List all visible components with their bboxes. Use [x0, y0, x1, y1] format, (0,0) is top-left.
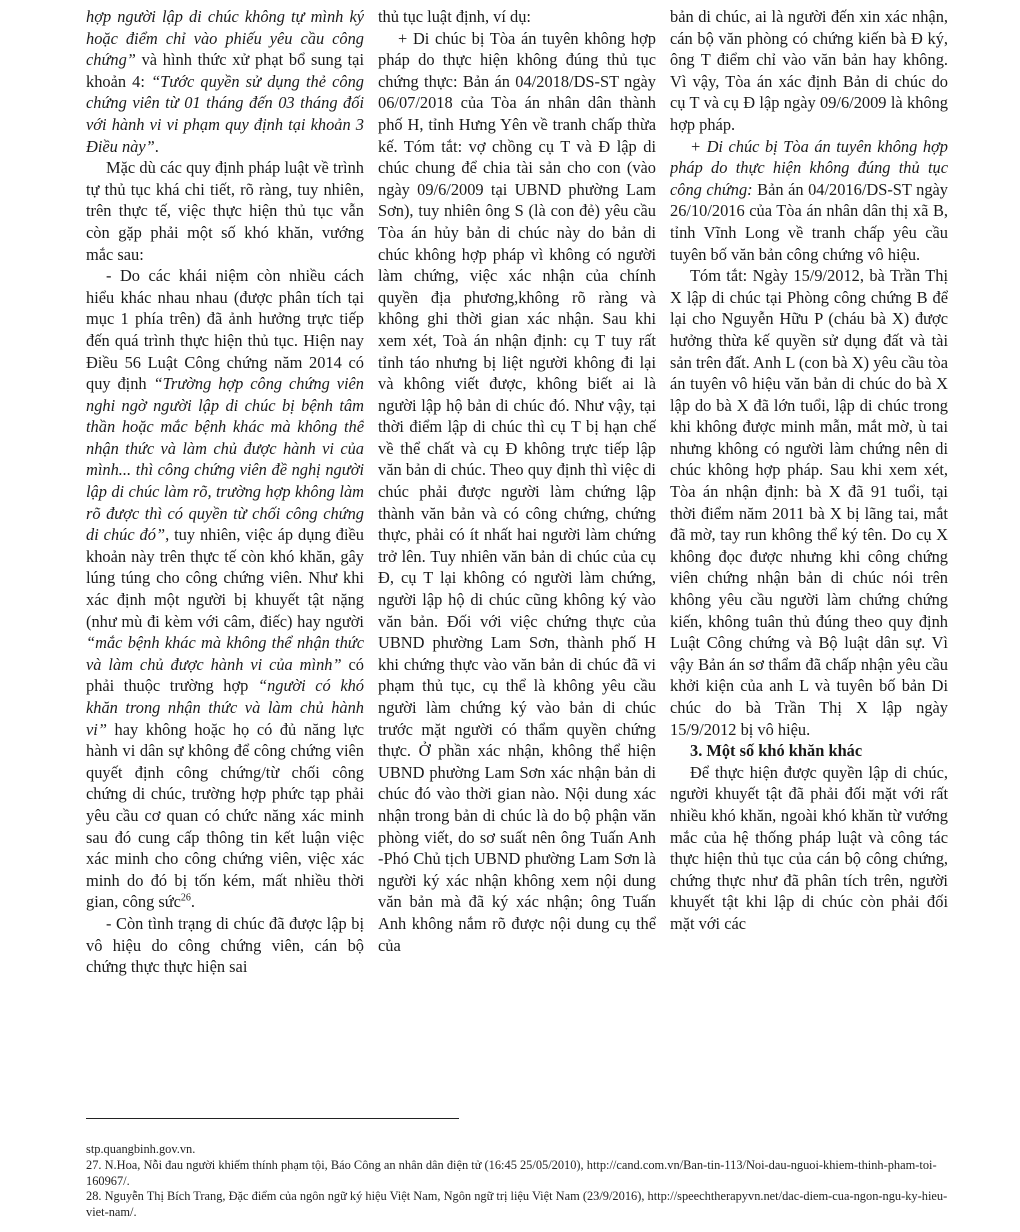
- section-heading: 3. Một số khó khăn khác: [690, 741, 863, 761]
- text-run: - Do các khái niệm còn nhiều cách hiểu khác nhau nhau (được phân tích tại mục 1 phía trên) đã ảnh hưởng trực tiếp đến quá trình thực hiện thủ tục. Hiện nay Điều 56 Luật Công chứng năm 2014 có quy định: [86, 266, 364, 394]
- text-run: , tuy nhiên, việc áp dụng điều khoản này trên thực tế còn khó khăn, gây lúng túng cho công chứng viên. Như khi xác định một người bị khuyết tật nặng (như mù đi kèm với câm, điếc) hay người: [86, 525, 364, 631]
- italic-quote: “Trường hợp công chứng viên nghi ngờ người lập di chúc bị bệnh tâm thần hoặc mắc bệnh khác mà không thể nhận thức và làm chủ được hành vi của mình... thì công chứng viên đề nghị người lập di chúc làm rõ, trường hợp không làm rõ được thì có quyền từ chối công chứng di chúc đó”: [86, 374, 364, 545]
- column-2: [378, 6, 656, 1088]
- footnote-ref: 26: [180, 892, 191, 904]
- footnote-continuation: stp.quangbinh.gov.vn.: [86, 1142, 196, 1156]
- paragraph: Tóm tắt: Ngày 15/9/2012, bà Trần Thị X lập di chúc tại Phòng công chứng B để lại cho Nguyễn Hữu P (cháu bà X) được hưởng thừa kế quyền sử dụng đất và tài sản trên đất. Anh L (con bà X) yêu cầu tòa án tuyên vô hiệu văn bản di chúc do bà X lập do bà X đã lớn tuổi, lập di chúc trong khi không được minh mẫn, mắt mờ, ù tai nhưng không có người làm chứng nên di chúc không hợp pháp. Sau khi xem xét, Tòa án nhận định: bà X đã 91 tuổi, tại thời điểm năm 2011 bà X bị lãng tai, mắt đã mờ, tay run không thể ký tên. Do cụ X không đọc được nhưng khi công chứng viên chứng nhận bản di chúc nói trên không yêu cầu người làm chứng chứng kiến, không tuân thủ đúng theo quy định Luật Công chứng và Bộ luật dân sự. Vì vậy Bản án sơ thẩm đã chấp nhận yêu cầu khởi kiện của anh L và tuyên bố bản Di chúc do bà Trần Thị X lập ngày 15/9/2012 bị vô hiệu.: [670, 266, 948, 739]
- text-run: hay không hoặc họ có đủ năng lực hành vi dân sự không để công chứng viên quyết định công chứng/từ chối công chứng di chúc, trường hợp phức tạp phải yêu cầu cơ quan có chức năng xác minh sau đó cung cấp thông tin kết luận việc xác minh cho công chứng viên, việc xác minh do đó bị tốn kém, mất nhiều thời gian, công sức: [86, 719, 364, 912]
- text-run: .: [154, 136, 159, 156]
- footnotes: [86, 1142, 956, 1221]
- paragraph: [86, 6, 364, 157]
- italic-quote: “mắc bệnh khác mà không thể nhận thức và làm chủ được hành vi của mình”: [86, 633, 364, 674]
- italic-quote: “người có khó khăn trong nhận thức và làm chủ hành vi”: [86, 676, 364, 739]
- text-run: Bản án 04/2016/DS-ST ngày 26/10/2016 của Tòa án nhân dân thị xã B, tỉnh Vĩnh Long về tranh chấp yêu cầu tuyên bố văn bản công chứng vô hiệu.: [670, 179, 948, 264]
- footnote-27: 27. N.Hoa, Nỗi đau người khiếm thính phạm tội, Báo Công an nhân dân điện tử (16:45 25/05/2010), http://cand.com.vn/Ban-tin-113/Noi-dau-nguoi-khiem-thinh-pham-toi-160967/.: [86, 1157, 937, 1188]
- paragraph: thủ tục luật định, ví dụ:: [378, 7, 531, 26]
- paragraph: Mặc dù các quy định pháp luật về trình tự thủ tục khá chi tiết, rõ ràng, tuy nhiên, trên thực tế, việc thực hiện thủ tục vẫn còn gặp phải một số khó khăn, vướng mắc sau:: [86, 158, 364, 264]
- text-run: Bản án 04/2018/DS-ST ngày 06/07/2018 của Tòa án nhân dân thành phố H, tỉnh Hưng Yên về tranh chấp thừa kế. Tóm tắt: vợ chồng cụ T và Đ lập di chúc chung để chia tài sản cho con (vào ngày 09/6/2009 tại UBND phường Lam Sơn), tuy nhiên ông S (là con đẻ) yêu cầu Tòa án hủy bản di chúc này do bản di chúc không hợp pháp vì không có người làm chứng, việc xác nhận của chính quyền địa phương,không rõ ràng và không ghi thời gian xác nhận. Sau khi xem xét, Toà án nhận định: cụ T tuy rất tỉnh táo nhưng bị liệt người không đi lại và không viết được, không biết ai là người lập hộ bản di chúc đó. Như vậy, tại thời điểm lập di chúc thì cụ T bị hạn chế về thể chất và cụ Đ không trực tiếp lập văn bản di chúc. Theo quy định thì việc di chúc phải được người làm chứng lập thành văn bản và có công chứng, chứng thực, phải có ít nhất hai người làm chứng trở lên. Tuy nhiên văn bản di chúc của cụ Đ, cụ T lại không có người làm chứng, người lập hộ di chúc cũng không ký vào văn bản. Đối với việc chứng thực của UBND phường Lam Sơn, thành phố H khi chứng thực vào văn bản di chúc đã vi phạm thủ tục, cụ thể là không yêu cầu người làm chứng ký vào bản di chúc trước mặt người có thẩm quyền chứng thực. Ở phần xác nhận, không thể hiện UBND phường Lam Sơn xác nhận bản di chúc đó vào thời gian nào. Nội dung xác nhận trong bản di chúc là do bộ phận văn phòng viết, do sơ suất nên ông Tuấn Anh -Phó Chủ tịch UBND phường Lam Sơn là người ký xác nhận không xem nội dung văn bản mà đã ký xác nhận; ông Tuấn Anh không nắm rõ được nội dung cụ thể của: [378, 71, 656, 955]
- column-3: [670, 6, 948, 1088]
- paragraph: bản di chúc, ai là người đến xin xác nhận, cán bộ văn phòng có chứng kiến bà Đ ký, ông T điểm chỉ vào văn bản hay không. Vì vậy, Tòa án xác định Bản di chúc do cụ T và cụ Đ lập ngày 09/6/2009 là không hợp pháp.: [670, 7, 948, 134]
- italic-heading-run: + Di chúc bị Tòa án tuyên không hợp pháp do thực hiện không đúng thủ tục công chứng:: [670, 136, 948, 199]
- text-columns: [86, 6, 948, 1088]
- italic-quote: hợp người lập di chúc không tự mình ký hoặc điểm chỉ vào phiếu yêu cầu công chứng”: [86, 7, 364, 70]
- text-run: có phải thuộc trường hợp: [86, 654, 364, 696]
- paragraph: Để thực hiện được quyền lập di chúc, người khuyết tật đã phải đối mặt với rất nhiều khó khăn, ngoài khó khăn từ vướng mắc của hệ thống pháp luật và công tác thực hiện thủ tục của cán bộ công chứng, chứng thực như đã phân tích trên, người khuyết tật khi lập di chúc còn phải đối mặt với các: [670, 762, 948, 933]
- paragraph: [378, 28, 656, 957]
- paragraph: [86, 265, 364, 913]
- italic-quote: “Tước quyền sử dụng thẻ công chứng viên từ 01 tháng đến 03 tháng đối với hành vi vi phạm quy định tại khoản 3 Điều này”: [86, 71, 364, 156]
- text-run: .: [190, 892, 196, 912]
- footnote-28: 28. Nguyễn Thị Bích Trang, Đặc điểm của ngôn ngữ ký hiệu Việt Nam, Ngôn ngữ trị liệu Việt Nam (23/9/2016), http://speechtherapyvn.net/dac-diem-cua-ngon-ngu-ky-hieu-viet-nam/.: [86, 1189, 948, 1220]
- text-run: + Di chúc bị Tòa án tuyên không hợp pháp do thực hiện không đúng thủ tục chứng thực:: [378, 28, 656, 91]
- column-1: [86, 6, 364, 1088]
- footnote-divider: [86, 1118, 459, 1119]
- paragraph: [670, 136, 948, 266]
- paragraph: - Còn tình trạng di chúc đã được lập bị vô hiệu do công chứng viên, cán bộ chứng thực thực hiện sai: [86, 913, 364, 977]
- text-run: và hình thức xử phạt bổ sung tại khoản 4:: [86, 50, 364, 91]
